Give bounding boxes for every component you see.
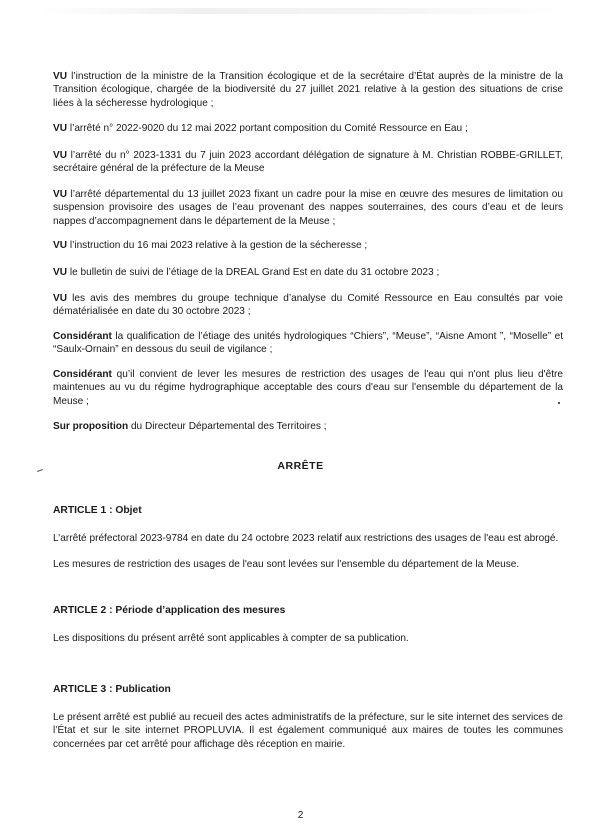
considerant-text: qu’il convient de lever les mesures de restriction des usages de l'eau qui n'ont plus lieu d'être maintenues au vu du régime hydrographique acceptable des cours d'eau sur l'ensemble du département de la Meuse ;: [53, 369, 563, 407]
article-3-paragraph: Le présent arrêté est publié au recueil des actes administratifs de la préfecture, sur le site internet des services de l’État et sur le site internet PROPLUVIA. Il est également communiqué aux maires de toutes les communes concernées par cet arrêté pour affichage dès réception en mairie.: [53, 712, 563, 750]
visa-keyword: VU: [53, 293, 68, 304]
page-number: 2: [297, 810, 304, 821]
visa-keyword: VU: [53, 189, 68, 200]
visa-text: l’arrêté du n° 2023-1331 du 7 juin 2023 accordant délégation de signature à M. Christian ROBBE-GRILLET, secrétaire général de la préfecture de la Meuse: [53, 150, 563, 175]
visa-paragraph: [53, 188, 563, 228]
scan-mark: [558, 402, 560, 404]
considerant-paragraph: [53, 368, 563, 408]
visa-text: l’instruction de la ministre de la Transition écologique et de la secrétaire d’État auprès de la ministre de la Transition écologique, chargée de la biodiversité du 27 juillet 2021 relative à la gestion des situations de crise liées à la sécheresse hydrologique ;: [53, 71, 563, 109]
visa-keyword: VU: [53, 71, 68, 82]
visa-paragraph: [53, 149, 563, 176]
proposition-keyword: Sur proposition: [53, 421, 129, 432]
article-2-heading: ARTICLE 2 : Période d’application des mesures: [53, 605, 286, 616]
visa-paragraph: [53, 266, 563, 279]
visa-keyword: VU: [53, 123, 68, 134]
visa-paragraph: [53, 292, 563, 319]
visa-paragraph: [53, 239, 563, 252]
proposition-text: du Directeur Départemental des Territoires ;: [128, 421, 327, 432]
visa-text: l’instruction du 16 mai 2023 relative à la gestion de la sécheresse ;: [67, 240, 368, 251]
decision-title: ARRÊTE: [277, 460, 324, 472]
article-2-paragraph: Les dispositions du présent arrêté sont applicables à compter de sa publication.: [53, 633, 409, 644]
visa-keyword: VU: [53, 267, 68, 278]
article-1-paragraph: L’arrêté préfectoral 2023-9784 en date du 24 octobre 2023 relatif aux restrictions des usages de l'eau est abrogé.: [53, 533, 559, 544]
visa-paragraph: [53, 122, 563, 135]
visa-text: l’arrêté n° 2022-9020 du 12 mai 2022 portant composition du Comité Ressource en Eau ;: [67, 123, 468, 134]
article-3-heading: ARTICLE 3 : Publication: [53, 684, 171, 695]
considerant-text: la qualification de l’étiage des unités hydrologiques “Chiers”, “Meuse”, “Aisne Amont ”, “Moselle” et “Saulx-Ornain” en dessous du seuil de vigilance ;: [53, 331, 563, 356]
visa-text: le bulletin de suivi de l’étiage de la DREAL Grand Est en date du 31 octobre 2023 ;: [67, 267, 440, 278]
proposition-paragraph: [53, 420, 563, 433]
considerant-keyword: Considérant: [53, 369, 112, 380]
article-1-heading: ARTICLE 1 : Objet: [53, 505, 142, 516]
visa-keyword: VU: [53, 240, 68, 251]
scan-artifact: [40, 8, 560, 14]
visa-text: l’arrêté départemental du 13 juillet 2023 fixant un cadre pour la mise en œuvre des mesures de limitation ou suspension provisoire des usages de l’eau provenant des nappes souterraines, des cours d’eau et de leurs nappes d’accompagnement dans le département de la Meuse ;: [53, 189, 563, 227]
visa-paragraph: [53, 70, 563, 110]
considerant-paragraph: [53, 330, 563, 357]
article-1-paragraph: Les mesures de restriction des usages de l'eau sont levées sur l'ensemble du département de la Meuse.: [53, 559, 520, 570]
visa-text: les avis des membres du groupe technique d’analyse du Comité Ressource en Eau consultés par voie dématérialisée en date du 30 octobre 2023 ;: [53, 293, 563, 318]
considerant-keyword: Considérant: [53, 331, 112, 342]
visa-keyword: VU: [53, 150, 68, 161]
